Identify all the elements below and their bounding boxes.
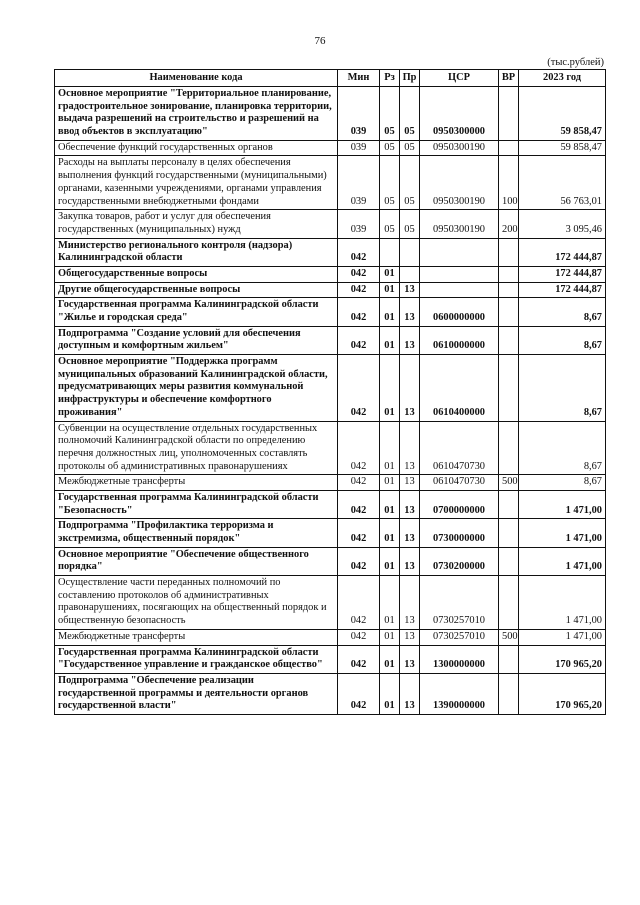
row-vr: 500 — [499, 629, 519, 645]
table-row — [55, 282, 606, 298]
row-csr: 0610400000 — [420, 355, 499, 421]
row-sum: 172 444,87 — [519, 238, 606, 266]
row-name: Подпрограмма "Обеспечение реализации государственной программы и деятельности органов государственной власти" — [55, 673, 338, 714]
row-csr: 1390000000 — [420, 673, 499, 714]
row-rz: 05 — [380, 156, 400, 210]
row-name: Основное мероприятие "Территориальное планирование, градостроительное зонирование, планировка территории, выдача разрешений на строительство и разрешений на ввод объектов в эксплуатацию" — [55, 87, 338, 141]
row-sum: 8,67 — [519, 475, 606, 491]
row-rz: 01 — [380, 519, 400, 547]
units-label: (тыс.рублей) — [547, 57, 604, 68]
table-row — [55, 576, 606, 630]
row-min: 042 — [338, 238, 380, 266]
row-min: 042 — [338, 282, 380, 298]
row-rz: 01 — [380, 673, 400, 714]
row-name: Межбюджетные трансферты — [55, 629, 338, 645]
row-pr: 13 — [400, 519, 420, 547]
row-pr: 13 — [400, 645, 420, 673]
row-rz: 01 — [380, 475, 400, 491]
row-sum: 8,67 — [519, 355, 606, 421]
table-row — [55, 421, 606, 475]
row-sum: 59 858,47 — [519, 140, 606, 156]
row-min: 042 — [338, 298, 380, 326]
row-vr — [499, 140, 519, 156]
row-pr — [400, 238, 420, 266]
row-vr — [499, 326, 519, 354]
row-vr: 500 — [499, 475, 519, 491]
row-min: 042 — [338, 355, 380, 421]
row-name: Основное мероприятие "Обеспечение общественного порядка" — [55, 547, 338, 575]
row-name: Подпрограмма "Создание условий для обеспечения доступным и комфортным жильем" — [55, 326, 338, 354]
row-rz: 01 — [380, 629, 400, 645]
row-pr: 13 — [400, 326, 420, 354]
row-vr — [499, 238, 519, 266]
row-csr: 0610000000 — [420, 326, 499, 354]
row-vr — [499, 673, 519, 714]
row-sum: 170 965,20 — [519, 645, 606, 673]
row-rz: 01 — [380, 576, 400, 630]
row-vr — [499, 355, 519, 421]
row-rz: 01 — [380, 645, 400, 673]
row-rz: 01 — [380, 547, 400, 575]
row-sum: 8,67 — [519, 298, 606, 326]
header-name: Наименование кода — [55, 70, 338, 87]
row-csr — [420, 238, 499, 266]
row-name: Министерство регионального контроля (надзора) Калининградской области — [55, 238, 338, 266]
row-min: 042 — [338, 547, 380, 575]
row-rz: 01 — [380, 298, 400, 326]
row-pr — [400, 266, 420, 282]
table-row — [55, 266, 606, 282]
header-min: Мин — [338, 70, 380, 87]
row-pr: 13 — [400, 475, 420, 491]
row-sum: 56 763,01 — [519, 156, 606, 210]
row-rz: 05 — [380, 87, 400, 141]
row-vr — [499, 282, 519, 298]
row-name: Государственная программа Калининградской области "Государственное управление и гражданское общество" — [55, 645, 338, 673]
row-rz: 01 — [380, 282, 400, 298]
row-min: 042 — [338, 519, 380, 547]
row-min: 039 — [338, 87, 380, 141]
header-pr: Пр — [400, 70, 420, 87]
row-pr: 13 — [400, 282, 420, 298]
table-row — [55, 547, 606, 575]
row-name: Обеспечение функций государственных органов — [55, 140, 338, 156]
row-name: Закупка товаров, работ и услуг для обеспечения государственных (муниципальных) нужд — [55, 210, 338, 238]
row-csr — [420, 266, 499, 282]
table-row — [55, 490, 606, 518]
row-sum: 172 444,87 — [519, 282, 606, 298]
row-pr: 05 — [400, 87, 420, 141]
row-min: 042 — [338, 266, 380, 282]
row-name: Основное мероприятие "Поддержка программ муниципальных образований Калининградской области, предусматривающих меры развития коммунальной инфраструктуры и обеспечение комфортного проживания" — [55, 355, 338, 421]
table-row — [55, 673, 606, 714]
row-rz: 05 — [380, 140, 400, 156]
row-pr: 05 — [400, 156, 420, 210]
row-vr — [499, 576, 519, 630]
budget-table — [54, 69, 606, 715]
row-min: 042 — [338, 421, 380, 475]
row-sum: 172 444,87 — [519, 266, 606, 282]
table-row — [55, 87, 606, 141]
row-rz: 01 — [380, 266, 400, 282]
row-rz — [380, 238, 400, 266]
header-year: 2023 год — [519, 70, 606, 87]
header-rz: Рз — [380, 70, 400, 87]
page-number: 76 — [314, 35, 326, 47]
row-sum: 1 471,00 — [519, 576, 606, 630]
row-vr — [499, 421, 519, 475]
table-header-row — [55, 70, 606, 87]
table-row — [55, 238, 606, 266]
row-vr — [499, 519, 519, 547]
row-min: 042 — [338, 475, 380, 491]
header-csr: ЦСР — [420, 70, 499, 87]
row-rz: 01 — [380, 421, 400, 475]
row-sum: 3 095,46 — [519, 210, 606, 238]
row-pr: 13 — [400, 298, 420, 326]
row-csr: 0700000000 — [420, 490, 499, 518]
table-row — [55, 326, 606, 354]
row-csr: 0730257010 — [420, 576, 499, 630]
row-csr — [420, 282, 499, 298]
table-row — [55, 629, 606, 645]
row-pr: 05 — [400, 210, 420, 238]
row-name: Государственная программа Калининградской области "Жилье и городская среда" — [55, 298, 338, 326]
row-csr: 0950300190 — [420, 140, 499, 156]
row-sum: 1 471,00 — [519, 547, 606, 575]
table-row — [55, 475, 606, 491]
row-name: Межбюджетные трансферты — [55, 475, 338, 491]
row-vr — [499, 547, 519, 575]
row-rz: 01 — [380, 490, 400, 518]
header-vr: ВР — [499, 70, 519, 87]
row-sum: 8,67 — [519, 326, 606, 354]
row-name: Общегосударственные вопросы — [55, 266, 338, 282]
row-pr: 13 — [400, 547, 420, 575]
row-csr: 1300000000 — [420, 645, 499, 673]
row-sum: 59 858,47 — [519, 87, 606, 141]
table-row — [55, 298, 606, 326]
row-name: Субвенции на осуществление отдельных государственных полномочий Калининградской области по определению перечня должностных лиц, уполномоченных составлять протоколы об административных правонарушениях — [55, 421, 338, 475]
row-min: 039 — [338, 210, 380, 238]
table-row — [55, 156, 606, 210]
row-pr: 05 — [400, 140, 420, 156]
row-min: 042 — [338, 645, 380, 673]
row-csr: 0730200000 — [420, 547, 499, 575]
row-vr — [499, 645, 519, 673]
row-pr: 13 — [400, 355, 420, 421]
table-row — [55, 519, 606, 547]
row-name: Расходы на выплаты персоналу в целях обеспечения выполнения функций государственными (муниципальными) органами, казенными учреждениями, органами управления государственными внебюджетными фондами — [55, 156, 338, 210]
row-vr — [499, 87, 519, 141]
row-name: Подпрограмма "Профилактика терроризма и экстремизма, общественный порядок" — [55, 519, 338, 547]
row-name: Государственная программа Калининградской области "Безопасность" — [55, 490, 338, 518]
row-min: 042 — [338, 576, 380, 630]
row-csr: 0950300000 — [420, 87, 499, 141]
row-vr — [499, 266, 519, 282]
row-csr: 0730000000 — [420, 519, 499, 547]
row-min: 039 — [338, 156, 380, 210]
row-pr: 13 — [400, 490, 420, 518]
row-vr: 200 — [499, 210, 519, 238]
row-vr — [499, 298, 519, 326]
table-row — [55, 210, 606, 238]
row-pr: 13 — [400, 629, 420, 645]
row-csr: 0950300190 — [420, 156, 499, 210]
row-sum: 8,67 — [519, 421, 606, 475]
row-min: 042 — [338, 490, 380, 518]
row-csr: 0610470730 — [420, 421, 499, 475]
row-pr: 13 — [400, 673, 420, 714]
row-rz: 05 — [380, 210, 400, 238]
row-sum: 1 471,00 — [519, 490, 606, 518]
row-csr: 0610470730 — [420, 475, 499, 491]
row-rz: 01 — [380, 326, 400, 354]
row-sum: 170 965,20 — [519, 673, 606, 714]
row-pr: 13 — [400, 421, 420, 475]
row-name: Другие общегосударственные вопросы — [55, 282, 338, 298]
row-vr — [499, 490, 519, 518]
row-csr: 0730257010 — [420, 629, 499, 645]
row-min: 042 — [338, 629, 380, 645]
row-pr: 13 — [400, 576, 420, 630]
table-row — [55, 645, 606, 673]
row-csr: 0950300190 — [420, 210, 499, 238]
row-rz: 01 — [380, 355, 400, 421]
table-row — [55, 355, 606, 421]
row-name: Осуществление части переданных полномочий по составлению протоколов об административных правонарушениях, посягающих на общественный порядок и общественную безопасность — [55, 576, 338, 630]
row-min: 042 — [338, 326, 380, 354]
row-min: 042 — [338, 673, 380, 714]
row-sum: 1 471,00 — [519, 629, 606, 645]
row-csr: 0600000000 — [420, 298, 499, 326]
row-min: 039 — [338, 140, 380, 156]
table-row — [55, 140, 606, 156]
row-vr: 100 — [499, 156, 519, 210]
row-sum: 1 471,00 — [519, 519, 606, 547]
